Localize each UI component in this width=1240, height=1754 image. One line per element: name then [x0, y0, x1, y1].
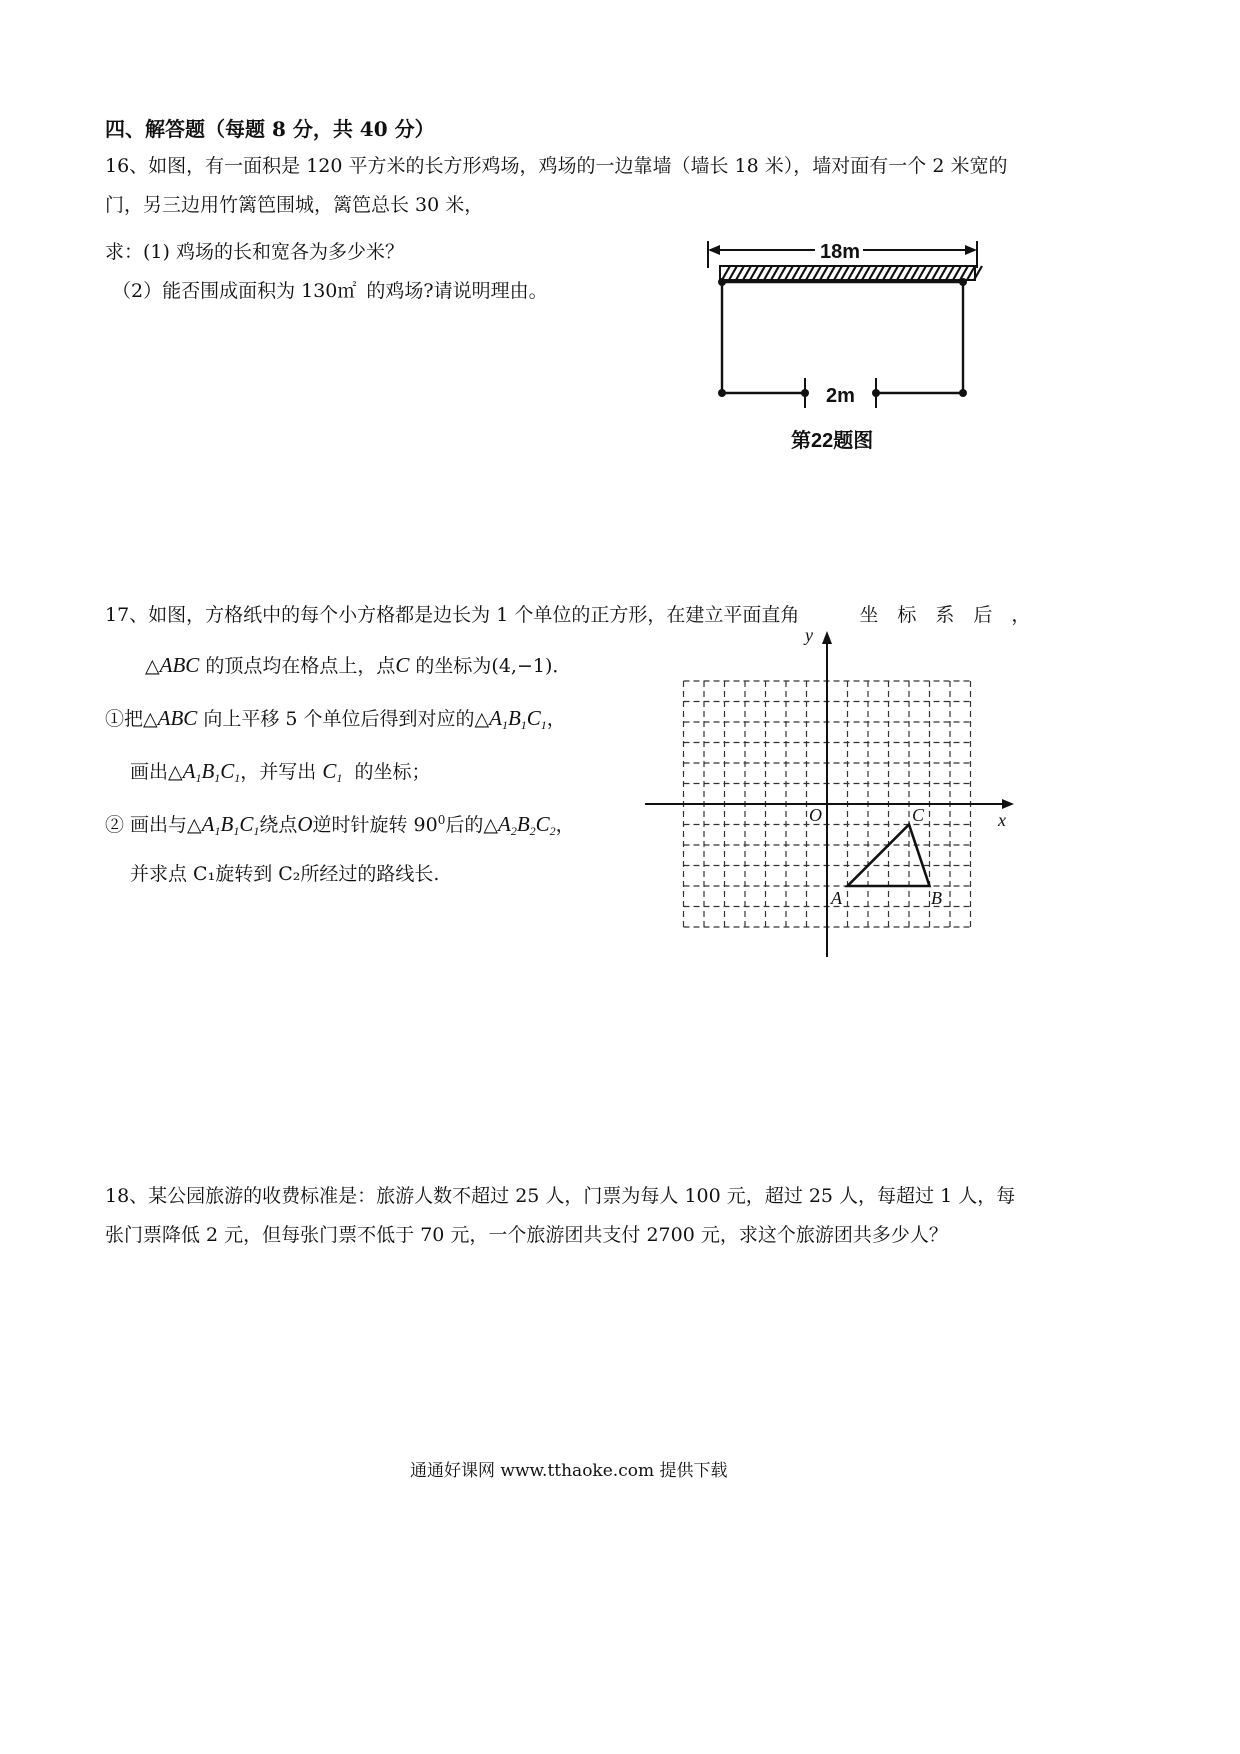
wall-hatch-stroke [932, 266, 940, 280]
item-2-text: 绕点 [259, 814, 298, 836]
wall-hatch-stroke [841, 266, 849, 280]
x-axis-arrow-icon [1002, 799, 1014, 809]
wall-hatch-stroke [925, 266, 933, 280]
wall-hatch-stroke [897, 266, 905, 280]
door-width-label: 2m [826, 385, 855, 407]
wall-hatch-stroke [890, 266, 898, 280]
triangle-abc: ABC [159, 653, 200, 677]
wall-hatch-stroke [785, 266, 793, 280]
chicken-yard-figure [690, 236, 990, 456]
wall-hatch-stroke [883, 266, 891, 280]
wall-hatch-stroke [911, 266, 919, 280]
wall-hatch-stroke [743, 266, 751, 280]
q18-line-2: 张门票降低 2 元，但每张门票不低于 70 元，一个旅游团共支付 2700 元，求这个旅游团共多少人？ [105, 1224, 948, 1246]
arrow-right-icon [965, 245, 977, 255]
wall-hatch-stroke [967, 266, 975, 280]
wall-length-label: 18m [817, 241, 863, 264]
wall-hatch-stroke [834, 266, 842, 280]
wall-hatch-stroke [946, 266, 954, 280]
item-2-after: 后的△ [445, 814, 498, 836]
wall-hatch-stroke [869, 266, 877, 280]
point-o: O [297, 812, 313, 836]
point-c1: $C_1$ [322, 759, 343, 785]
triangle-symbol: △ [145, 655, 160, 677]
item-2-prefix: ② 画出与△ [105, 814, 202, 836]
item-1b-prefix: 画出△ [130, 761, 183, 783]
q16-line-3: 求：(1) 鸡场的长和宽各为多少米？ [105, 241, 404, 263]
y-axis-arrow-icon [822, 631, 832, 644]
q17-item-1b [130, 757, 430, 786]
q16-line-2: 门，另三边用竹篱笆围城，篱笆总长 30 米， [105, 194, 484, 216]
degree-sup: 0 [437, 813, 446, 827]
wall-hatch-stroke [722, 266, 730, 280]
q16-line-4 [112, 279, 548, 305]
wall-hatch-stroke [939, 266, 947, 280]
q16-line-4-pre: （2）能否围成面积为 130㎡ [112, 280, 357, 302]
figure-caption: 第22题图 [791, 430, 874, 452]
triangle-a1b1c1: $A_1B_1C_1$ [201, 812, 260, 838]
wall-hatch-stroke [960, 266, 968, 280]
wall-hatch-stroke [820, 266, 828, 280]
coordinate-grid-figure [640, 625, 1030, 965]
q16-line-1: 16、如图，有一面积是 120 平方米的长方形鸡场，鸡场的一边靠墙（墙长 18 米），墙对面有一个 2 米宽的 [105, 155, 1008, 177]
wall-hatch-stroke [848, 266, 856, 280]
q18-line-1: 18、某公园旅游的收费标准是：旅游人数不超过 25 人，门票为每人 100 元，超过 25 人，每超过 1 人，每 [105, 1185, 1016, 1207]
comma: ， [555, 814, 575, 836]
footer-text: 通通好课网 www.tthaoke.com 提供下载 [410, 1461, 728, 1481]
wall-hatch-stroke [757, 266, 765, 280]
wall-hatch-stroke [736, 266, 744, 280]
q17-line-2-coord: 的坐标为(4,−1)． [415, 655, 572, 677]
wall-hatch-stroke [799, 266, 807, 280]
wall-hatch-stroke [764, 266, 772, 280]
item-1b-text: ，并写出 [240, 761, 317, 783]
wall-hatch-stroke [827, 266, 835, 280]
wall-hatch-stroke [855, 266, 863, 280]
wall-hatch-stroke [792, 266, 800, 280]
triangle-abc: ABC [157, 706, 198, 730]
comma: ， [546, 708, 566, 730]
wall-hatch-stroke [876, 266, 884, 280]
wall-hatch-stroke [771, 266, 779, 280]
wall-hatch-stroke [813, 266, 821, 280]
q17-line-2-text: 的顶点均在格点上，点 [205, 655, 396, 677]
vertex-c-label: C [912, 805, 925, 825]
arrow-left-icon [708, 245, 720, 255]
wall-hatch-stroke [862, 266, 870, 280]
q17-line-2 [145, 651, 571, 680]
y-axis-label: y [805, 625, 813, 645]
point-c: C [395, 653, 410, 677]
wall-hatch-stroke [806, 266, 814, 280]
q17-item-2b: 并求点 C₁旋转到 C₂所经过的路线长. [130, 863, 440, 885]
q17-line-1-post: 坐 标 系 后 ， [859, 604, 1031, 626]
triangle-a2b2c2: $A_2B_2C_2$ [498, 812, 556, 838]
item-1-prefix: ①把△ [105, 708, 158, 730]
vertex-a-label: A [831, 888, 842, 908]
item-2-rotate: 逆时针旋转 90 [312, 814, 438, 836]
q17-item-1 [105, 704, 566, 733]
origin-label: O [809, 805, 822, 825]
wall-hatch-stroke [750, 266, 758, 280]
q17-line-1-pre: 17、如图，方格纸中的每个小方格都是边长为 1 个单位的正方形，在建立平面直角 [105, 604, 800, 626]
item-1-text: 向上平移 5 个单位后得到对应的△ [203, 708, 490, 730]
wall-hatch-stroke [918, 266, 926, 280]
section-heading: 四、解答题（每题 8 分，共 40 分） [105, 117, 435, 141]
wall-hatch-stroke [729, 266, 737, 280]
vertex-b-label: B [931, 888, 942, 908]
wall-hatch-stroke [904, 266, 912, 280]
wall-hatch-stroke [778, 266, 786, 280]
x-axis-label: x [998, 810, 1006, 830]
triangle-a1b1c1: $A_1B_1C_1$ [182, 759, 241, 785]
q17-item-2 [105, 810, 575, 839]
item-1b-suffix: 的坐标； [354, 761, 431, 783]
wall-hatch-stroke [953, 266, 961, 280]
q16-line-4-post: 的鸡场?请说明理由。 [366, 280, 548, 302]
triangle-a1b1c1: $A_1B_1C_1$ [489, 706, 547, 732]
